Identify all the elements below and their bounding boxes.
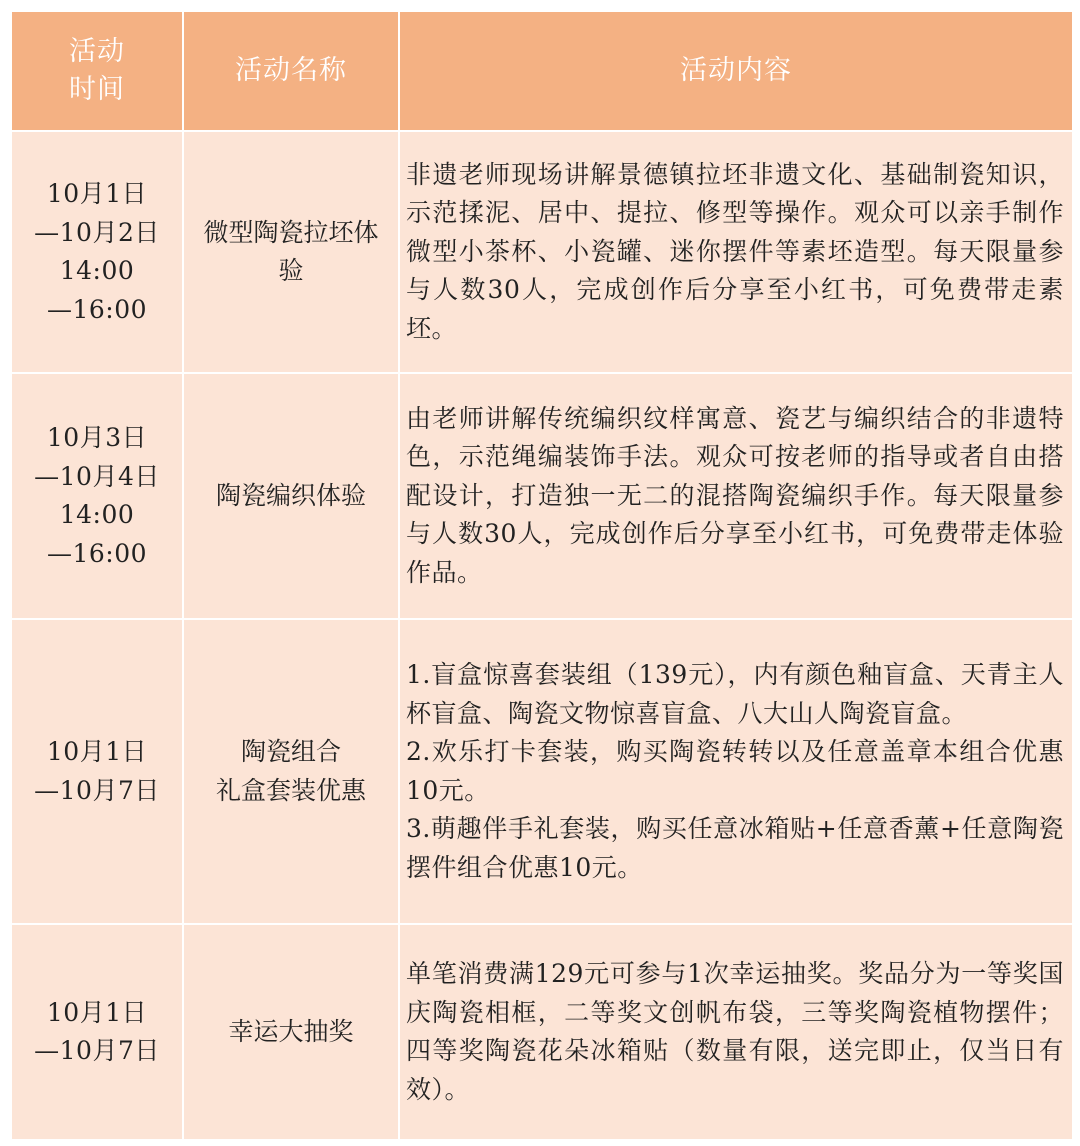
name-line: 微型陶瓷拉坯体: [203, 217, 379, 247]
cell-time: [11, 924, 183, 1140]
cell-content: [399, 373, 1073, 619]
header-name: 活动名称: [183, 11, 399, 131]
name-line: 幸运大抽奖: [228, 1016, 354, 1046]
name-line: 礼盒套装优惠: [215, 775, 366, 805]
time-line: —16:00: [46, 538, 148, 568]
time-line: —10月4日: [34, 461, 160, 491]
cell-time: [11, 131, 183, 373]
table-row: [11, 924, 1073, 1140]
content-paragraph: 1.盲盒惊喜套装组（139元），内有颜色釉盲盒、天青主人杯盲盒、陶瓷文物惊喜盲盒、八大山人陶瓷盲盒。: [406, 660, 1064, 728]
time-line: 10月3日: [46, 423, 148, 452]
time-line: 10月1日: [46, 179, 148, 208]
name-line: 陶瓷组合: [240, 737, 341, 766]
time-line: —10月7日: [34, 775, 160, 805]
cell-name: [183, 373, 399, 619]
header-time: [11, 11, 183, 131]
cell-name: [183, 619, 399, 924]
cell-content: [399, 924, 1073, 1140]
content-paragraph: 3.萌趣伴手礼套装，购买任意冰箱贴+任意香薰+任意陶瓷摆件组合优惠10元。: [406, 814, 1064, 882]
name-line: 陶瓷编织体验: [215, 480, 366, 510]
cell-name: [183, 924, 399, 1140]
time-line: 14:00: [59, 256, 135, 285]
time-line: —10月7日: [34, 1036, 160, 1065]
cell-time: [11, 373, 183, 619]
time-line: 10月1日: [46, 737, 148, 766]
content-paragraph: 2.欢乐打卡套装，购买陶瓷转转以及任意盖章本组合优惠10元。: [406, 737, 1064, 805]
time-line: 10月1日: [46, 997, 148, 1027]
header-row: [11, 11, 1073, 131]
cell-content: [399, 619, 1073, 924]
time-line: —16:00: [46, 294, 148, 324]
activity-schedule: [10, 10, 1072, 1141]
time-line: —10月2日: [34, 217, 160, 247]
content-paragraph: 非遗老师现场讲解景德镇拉坯非遗文化、基础制瓷知识，示范揉泥、居中、提拉、修型等操作。观众可以亲手制作微型小茶杯、小瓷罐、迷你摆件等素坯造型。每天限量参与人数30人，完成创作后分享至小红书，可免费带走素坯。: [406, 159, 1064, 343]
activity-table: [10, 10, 1074, 1141]
header-time-line: 时间: [69, 74, 125, 105]
cell-time: [11, 619, 183, 924]
table-row: [11, 619, 1073, 924]
name-line: 验: [278, 256, 304, 285]
table-row: [11, 373, 1073, 619]
time-line: 14:00: [59, 500, 135, 529]
cell-content: [399, 131, 1073, 373]
cell-name: [183, 131, 399, 373]
table-row: [11, 131, 1073, 373]
header-time-line: 活动: [69, 36, 125, 67]
header-content: 活动内容: [399, 11, 1073, 131]
content-paragraph: 单笔消费满129元可参与1次幸运抽奖。奖品分为一等奖国庆陶瓷相框，二等奖文创帆布袋，三等奖陶瓷植物摆件；四等奖陶瓷花朵冰箱贴（数量有限，送完即止，仅当日有效）。: [406, 959, 1064, 1104]
content-paragraph: 由老师讲解传统编织纹样寓意、瓷艺与编织结合的非遗特色，示范绳编装饰手法。观众可按老师的指导或者自由搭配设计，打造独一无二的混搭陶瓷编织手作。每天限量参与人数30人，完成创作后分享至小红书，可免费带走体验作品。: [406, 403, 1064, 587]
